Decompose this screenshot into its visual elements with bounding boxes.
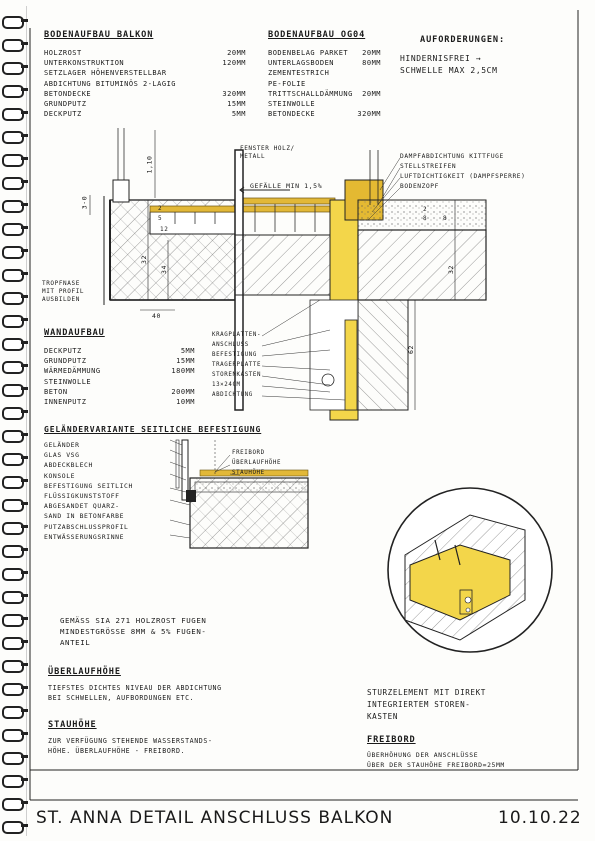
layer-label: HOLZROST [44, 49, 82, 57]
dim-34: 34 [160, 264, 169, 275]
dim-32b: 32 [447, 264, 456, 275]
layer-value: 5MM [180, 347, 195, 355]
layer-label: BETONDECKE [44, 89, 92, 98]
dim-32a: 32 [140, 254, 149, 265]
layer-label: SETZLAGER HÖHENVERSTELLBAR [44, 69, 167, 78]
layer-label: GRUNDPUTZ [44, 357, 87, 366]
dim-30: 3-0 [80, 195, 89, 210]
layer-label: BETON [44, 387, 68, 396]
balkon-heading: BODENAUFBAU BALKON [44, 30, 154, 40]
layer-label: UNTERKONSTRUKTION [44, 59, 125, 68]
layer-value: 180MM [171, 367, 195, 376]
stau-heading: STAUHÖHE [48, 720, 97, 730]
layer-value: 20MM [362, 89, 381, 98]
dim-110: 1,10 [145, 155, 154, 174]
fenster-label: FENSTER HOLZ/ METALL [240, 145, 295, 160]
layer-label: UNTERLAGSBODEN [268, 59, 335, 68]
layer-value: 320MM [357, 110, 381, 119]
circle-3d-detail [388, 488, 552, 652]
layer-value: 20MM [362, 49, 381, 57]
stau-text: ZUR VERFÜGUNG STEHENDE WASSERSTANDS- HÖHE. ÜBERLAUFHÖHE - FREIBORD. [48, 737, 213, 755]
ueberlauf-heading: ÜBERLAUFHÖHE [48, 667, 121, 677]
wand-heading: WANDAUFBAU [44, 328, 105, 338]
gemaess-note: GEMÄSS SIA 271 HOLZROST FUGEN MINDESTGRÖSSE 8MM & 5% FUGEN- ANTEIL [60, 616, 207, 647]
layer-value: 5MM [231, 110, 246, 119]
layer-label: GRUNDPUTZ [44, 100, 87, 108]
dim-2b: 2 [423, 206, 428, 213]
railing-post [113, 128, 129, 202]
tropfnase-label: TROPFNASE MIT PROFIL AUSBILDEN [42, 280, 85, 303]
gel-heading: GELÄNDERVARIANTE SEITLICHE BEFESTIGUNG [44, 425, 262, 434]
mid-notes: KRAGPLATTEN- ANSCHLUSS BEFESTIGUNG TRAGERPLATTE STORENKASTEN 13×24CM ABDICHTUNG [212, 332, 262, 398]
layer-value: 15MM [227, 100, 246, 108]
req-schwelle: SCHWELLE MAX 2,5CM [400, 66, 498, 75]
dim-8b: 8 [443, 215, 448, 222]
layer-label: INNENPUTZ [44, 398, 87, 406]
gel-items: GELÄNDER GLAS VSG ABDECKBLECH KONSOLE BEFESTIGUNG SEITLICH FLÜSSIGKUNSTSTOFF ABGESANDET QUARZ- SAND IN BETONFARBE PUTZABSCHLUSSPROFIL ENTWÄSSERUNGSRINNE [44, 441, 133, 541]
dim-2: 2 [158, 205, 163, 212]
layer-label: DECKPUTZ [44, 110, 82, 119]
layer-label: STEINWOLLE [268, 100, 316, 108]
layer-label: STEINWOLLE [44, 377, 92, 386]
layer-label: DECKPUTZ [44, 347, 82, 355]
sturz-caption: STURZELEMENT MIT DIREKT INTEGRIERTEM STOREN- KASTEN [367, 688, 486, 721]
dim-40: 40 [152, 312, 162, 320]
layer-label: BODENBELAG PARKET [268, 49, 349, 57]
layer-value: 320MM [222, 89, 246, 98]
layer-label: PE-FOLIE [268, 79, 306, 88]
layer-value: 80MM [362, 59, 381, 68]
dim-5: 5 [158, 215, 163, 222]
req-hindernisfrei: HINDERNISFREI → [400, 54, 482, 63]
sheet-date: 10.10.22 [498, 808, 582, 828]
freibord-heading: FREIBORD [367, 735, 416, 745]
freibord-text: ÜBERHÖHUNG DER ANSCHLÜSSE ÜBER DER STAUHÖHE FREIBORD=25MM [367, 751, 505, 769]
layer-value: 15MM [176, 357, 195, 366]
og-requirements-heading: AUFORDERUNGEN: [420, 35, 506, 45]
layer-label: ABDICHTUNG BITUMINÖS 2-LAGIG [44, 79, 177, 88]
layer-value: 200MM [171, 387, 195, 396]
dim-8: 8 [423, 215, 428, 222]
layer-value: 20MM [227, 49, 246, 57]
layer-label: TRITTSCHALLDÄMMUNG [268, 89, 353, 98]
gefaelle-label: GEFÄLLE MIN 1,5% [250, 182, 323, 190]
layer-value: 10MM [176, 398, 195, 406]
layer-value: 120MM [222, 59, 246, 68]
sheet-title: ST. ANNA DETAIL ANSCHLUSS BALKON [36, 808, 394, 828]
ueberlauf-text: TIEFSTES DICHTES NIVEAU DER ABDICHTUNG BEI SCHWELLEN, AUFBORDUNGEN ETC. [48, 684, 222, 702]
right-notes: DAMPFABDICHTUNG KITTFUGE STELLSTREIFEN LUFTDICHTIGKEIT (DAMPFSPERRE) BODENZOPF [400, 153, 526, 190]
layer-label: ZEMENTESTRICH [268, 69, 330, 78]
og-heading: BODENAUFBAU OG04 [268, 30, 366, 40]
dim-62: 62 [407, 344, 416, 355]
gel-right-labels: FREIBORD ÜBERLAUFHÖHE STAUHÖHE [232, 450, 282, 476]
dim-12: 12 [160, 226, 169, 233]
layer-label: WÄRMEDÄMMUNG [44, 367, 101, 376]
layer-label: BETONDECKE [268, 110, 316, 119]
